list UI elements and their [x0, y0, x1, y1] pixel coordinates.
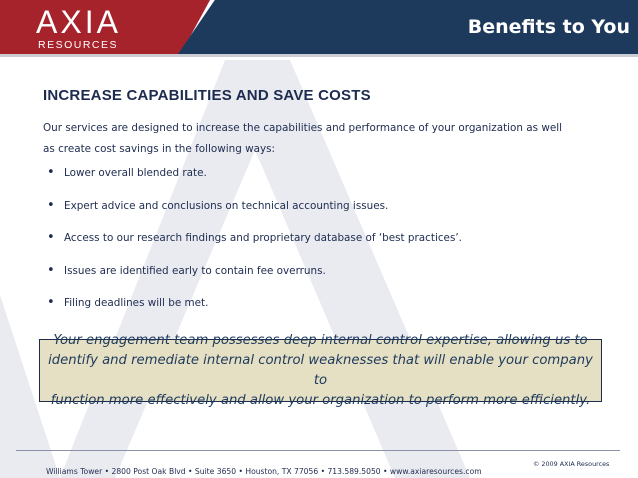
bullet-icon: • [47, 197, 55, 213]
callout-line: Your engagement team possesses deep internal control expertise, allowing us to [53, 332, 588, 348]
list-item [43, 196, 603, 229]
bullet-icon: • [47, 230, 55, 245]
footer-copyright: © 2009 AXIA Resources [533, 460, 610, 468]
callout-text [40, 331, 601, 411]
logo-wordmark: AXIA [36, 4, 121, 40]
list-item [43, 163, 603, 196]
list-item-text: Issues are identified early to contain fee overruns. [64, 264, 326, 277]
footer [46, 459, 610, 478]
benefits-list [43, 163, 603, 326]
section-heading: INCREASE CAPABILITIES AND SAVE COSTS [43, 87, 371, 104]
bullet-icon: • [47, 295, 55, 310]
list-item-text: Access to our research findings and proprietary database of ‘best practices’. [64, 232, 462, 244]
callout-line: function more effectively and allow your organization to perform more efficiently. [50, 392, 591, 408]
intro-line: as create cost savings in the following ways: [43, 143, 276, 155]
list-item [43, 293, 603, 326]
axia-logo [36, 6, 132, 51]
header-divider [0, 54, 638, 57]
bullet-icon: • [47, 262, 55, 278]
footer-divider [16, 450, 620, 451]
intro-paragraph [43, 118, 588, 160]
callout-line: identify and remediate internal control weaknesses that will enable your company to [48, 352, 593, 388]
callout-box [39, 332, 602, 408]
logo-subtitle: RESOURCES [38, 39, 119, 51]
footer-address: Williams Tower • 2800 Post Oak Blvd • Suite 3650 • Houston, TX 77056 • 713.589.5050 • www.axiaresources.com [46, 467, 482, 476]
list-item-text: Lower overall blended rate. [64, 167, 207, 179]
list-item-text: Filing deadlines will be met. [64, 297, 209, 309]
bullet-icon: • [47, 165, 55, 180]
slide-title: Benefits to You [467, 16, 630, 38]
intro-line: Our services are designed to increase the capabilities and performance of your organization as well [43, 122, 563, 134]
list-item [43, 228, 603, 261]
list-item-text: Expert advice and conclusions on technical accounting issues. [64, 199, 389, 212]
list-item [43, 261, 603, 294]
